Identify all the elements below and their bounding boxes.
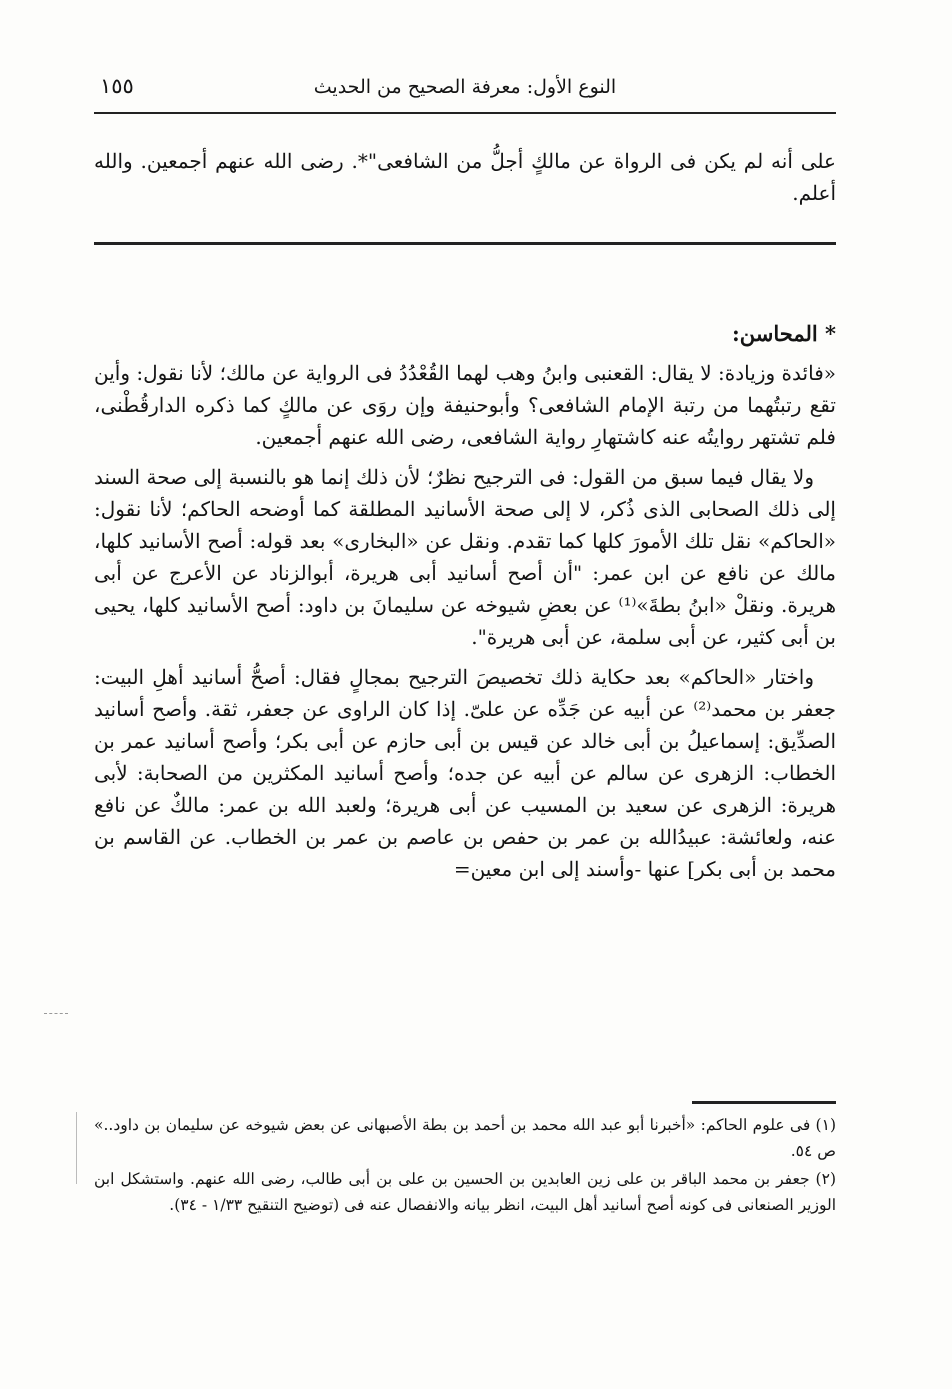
paragraph: ولا يقال فيما سبق من القول: فى الترجيح نظرٌ؛ لأن ذلك إنما هو بالنسبة إلى صحة السند إلى ذلك الصحابى الذى ذُكر، لا إلى صحة الأسانيد المطلقة كما أوضحه الحاكم؛ لأنا نقول: «الحاكم» نقل تلك الأمورَ كلها كما تقدم. ونقل عن «البخارى» بعد قوله: أصح الأسانيد كلها، مالك عن نافع عن ابن عمر: "أن أصح أسانيد أبى هريرة، أبوالزناد عن الأعرج عن أبى هريرة. ونقلْ «ابنُ بطةَ»⁽¹⁾ عن بعضِ شيوخه عن سليمانَ بن داود: أصح الأسانيد كلها، يحيى بن أبى كثير، عن أبى سلمة، عن أبى هريرة". — [94, 465, 836, 649]
paragraph: واختار «الحاكم» بعد حكاية ذلك تخصيصَ الترجيح بمجالٍ فقال: أصحُّ أسانيد أهلِ البيت: جعفر بن محمد⁽²⁾ عن أبيه عن جَدِّه عن علىّ. إذا كان الراوى عن جعفر، ثقة. وأصح أسانيد الصدِّيق: إسماعيلُ بن أبى خالد عن قيس بن أبى حازم عن أبى بكر؛ وأصح أسانيد عمر بن الخطاب: الزهرى عن سالم عن أبيه عن جده؛ وأصح أسانيد المكثرين من الصحابة: لأبى هريرة: الزهرى عن سعيد بن المسيب عن أبى هريرة؛ ولعبد الله بن عمر: مالكٌ عن نافع عنه، ولعائشة: عبيدُالله بن عمر بن حفص بن عاصم بن عمر بن الخطاب. عن القاسم بن محمد بن أبى بكر] عنها -وأسند إلى ابن معين= — [94, 665, 836, 881]
header-rule — [94, 112, 836, 114]
section-heading: * المحاسن: — [732, 321, 836, 346]
running-title: النوع الأول: معرفة الصحيح من الحديث — [313, 76, 617, 98]
section-body — [94, 357, 836, 893]
section-divider — [94, 242, 836, 245]
margin-mark — [44, 1013, 68, 1015]
carryover-paragraph: على أنه لم يكن فى الرواة عن مالكٍ أجلُّ من الشافعى"*. رضى الله عنهم أجمعين. والله أعلم. — [94, 149, 836, 205]
paragraph: «فائدة وزيادة: لا يقال: القعنبى وابنُ وهب لهما القُعْدُدُ فى الرواية عن مالك؛ لأنا نقول: وأين تقع رتبتُهما من رتبة الإمام الشافعى؟ وأبوحنيفة وإن روَى عن مالكٍ كما ذكره الدارقُطْنى، فلم تشتهر روايتُه عنه كاشتهارِ رواية الشافعى، رضى الله عنهم أجمعين. — [94, 361, 836, 449]
page-header — [94, 70, 836, 102]
margin-bar — [76, 1112, 77, 1184]
footnotes — [94, 1112, 836, 1220]
footnote: (٢) جعفر بن محمد الباقر بن على زين العابدين بن الحسين بن على بن أبى طالب، رضى الله عنهم. واستشكل ابن الوزير الصنعانى فى كونه أصح أسانيد أهل البيت، انظر بيانه والانفصال عنه فى (توضيح التنقيح ١/٣٣ - ٣٤). — [94, 1170, 836, 1214]
footnote-rule — [692, 1101, 836, 1104]
footnote: (١) فى علوم الحاكم: «أخبرنا أبو عبد الله محمد بن أحمد بن بطة الأصبهانى عن بعض شيوخه عن سليمان بن داود..» ص ٥٤. — [94, 1116, 836, 1160]
page-number: ١٥٥ — [100, 74, 134, 98]
